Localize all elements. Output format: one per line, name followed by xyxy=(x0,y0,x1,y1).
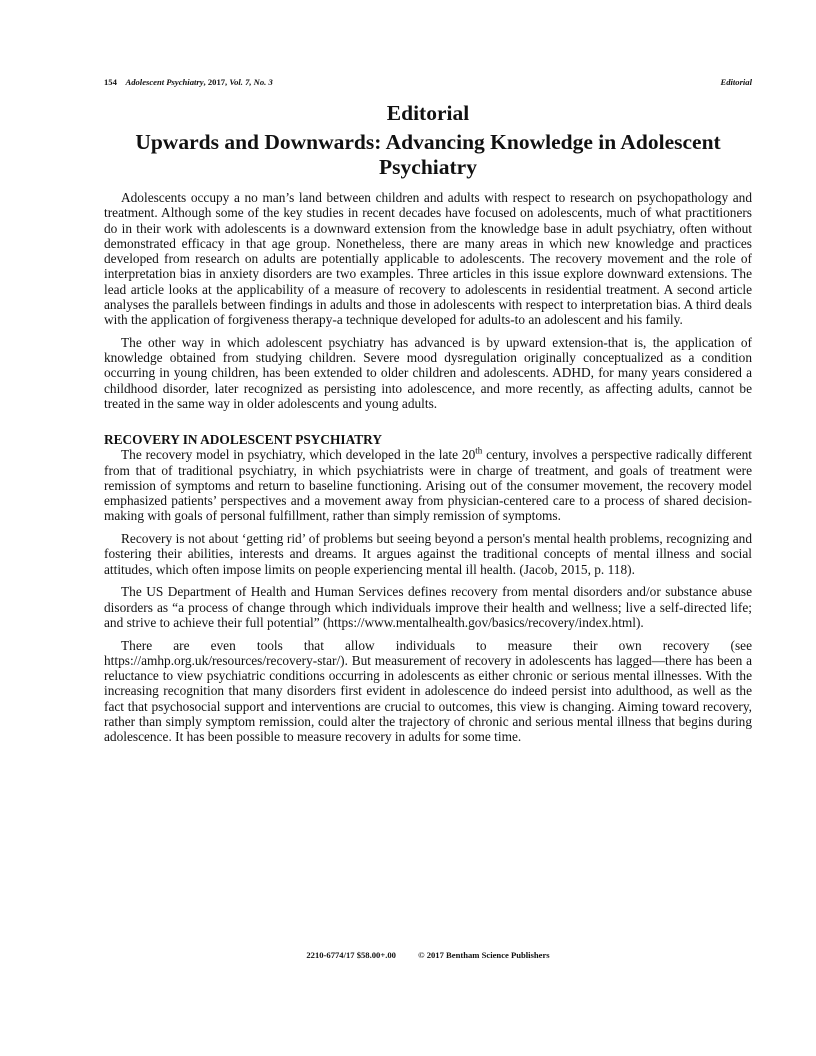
issn-price: 2210-6774/17 $58.00+.00 xyxy=(306,950,396,960)
article-title: Upwards and Downwards: Advancing Knowledge in Adolescent Psychiatry xyxy=(135,130,721,179)
footer xyxy=(104,949,752,961)
running-head xyxy=(104,76,752,88)
title-block xyxy=(104,100,752,180)
journal-name: Adolescent Psychiatry xyxy=(125,77,204,87)
ordinal-superscript: th xyxy=(475,445,483,456)
body-paragraph: The US Department of Health and Human Services defines recovery from mental disorders and/or substance abuse disorders as “a process of change through which individuals improve their health and wellness; live a self-directed life; and strive to achieve their full potential” (https://www.mentalhealth.gov/basics/recovery/index.html). xyxy=(104,584,752,630)
body-paragraph: Recovery is not about ‘getting rid’ of problems but seeing beyond a person's mental health problems, recognizing and fostering their abilities, interests and dreams. It argues against the traditional concepts of mental illness and social attitudes, which often impose limits on people experiencing mental ill health. (Jacob, 2015, p. 118). xyxy=(104,531,752,577)
intro-paragraph: Adolescents occupy a no man’s land between children and adults with respect to research on psychopathology and treatment. Although some of the key studies in recent decades have focused on adolescents, much of what practitioners do in their work with adolescents is a downward extension from the knowledge base in adult psychiatry, often without demonstrated efficacy in that age group. Nonetheless, there are many areas in which new knowledge and practices developed from research on adults are potentially applicable to adolescents. The recovery movement and the role of interpretation bias in anxiety disorders are two examples. Three articles in this issue explore downward extensions. The lead article looks at the applicability of a measure of recovery to adolescents in residential treatment. A second article analyses the parallels between findings in adults and those in adolescents with respect to interpretation bias. A third deals with the application of forgiveness therapy-a technique developed for adults-to an adolescent and his family. xyxy=(104,190,752,327)
body-paragraph: The recovery model in psychiatry, which developed in the late 20th century, involves a perspective radically different from that of traditional psychiatry, in which psychiatrists were in charge of treatment, and goals of treatment were remission of symptoms and return to baseline functioning. Arising out of the consumer movement, the recovery model emphasized patients’ perspectives and a movement away from physician-centered care to a process of shared decision-making with goals of personal fulfillment, rather than simply remission of symptoms. xyxy=(104,445,753,524)
section-heading: RECOVERY IN ADOLESCENT PSYCHIATRY xyxy=(104,432,382,447)
section-label: Editorial xyxy=(386,101,470,125)
intro-paragraph: The other way in which adolescent psychiatry has advanced is by upward extension-that is, the application of knowledge obtained from studying children. Severe mood dysregulation originally conceptualized as a condition occurring in young children, has been extended to older children and adolescents. ADHD, for many years considered a childhood disorder, later recognized as persisting into adolescence, and more recently, as affecting adults, cannot be treated in the same way in older adolescents and young adults. xyxy=(104,334,752,411)
article-body xyxy=(104,190,752,752)
volume-issue: Vol. 7, No. 3 xyxy=(229,77,273,87)
running-head-section: Editorial xyxy=(720,77,752,87)
page-number: 154 xyxy=(104,77,117,87)
journal-year: 2017 xyxy=(207,77,226,87)
running-head-citation: 154 Adolescent Psychiatry, 2017, Vol. 7, No. 3 xyxy=(104,77,273,87)
body-paragraph: There are even tools that allow individuals to measure their own recovery (see https://amhp.org.uk/resources/recovery-star/). But measurement of recovery in adolescents has lagged—there has been a reluctance to view psychiatric conditions occurring in adolescents as either chronic or serious mental illnesses. With the increasing recognition that many disorders first evident in adolescence do indeed persist into adulthood, as well as the fact that psychosocial support and interventions are crucial to outcomes, this view is changing. Aiming toward recovery, rather than simply symptom remission, could alter the trajectory of chronic and serious mental illness that begins during adolescence. It has been possible to measure recovery in adults for some time. xyxy=(104,637,752,744)
copyright: © 2017 Bentham Science Publishers xyxy=(418,950,550,960)
